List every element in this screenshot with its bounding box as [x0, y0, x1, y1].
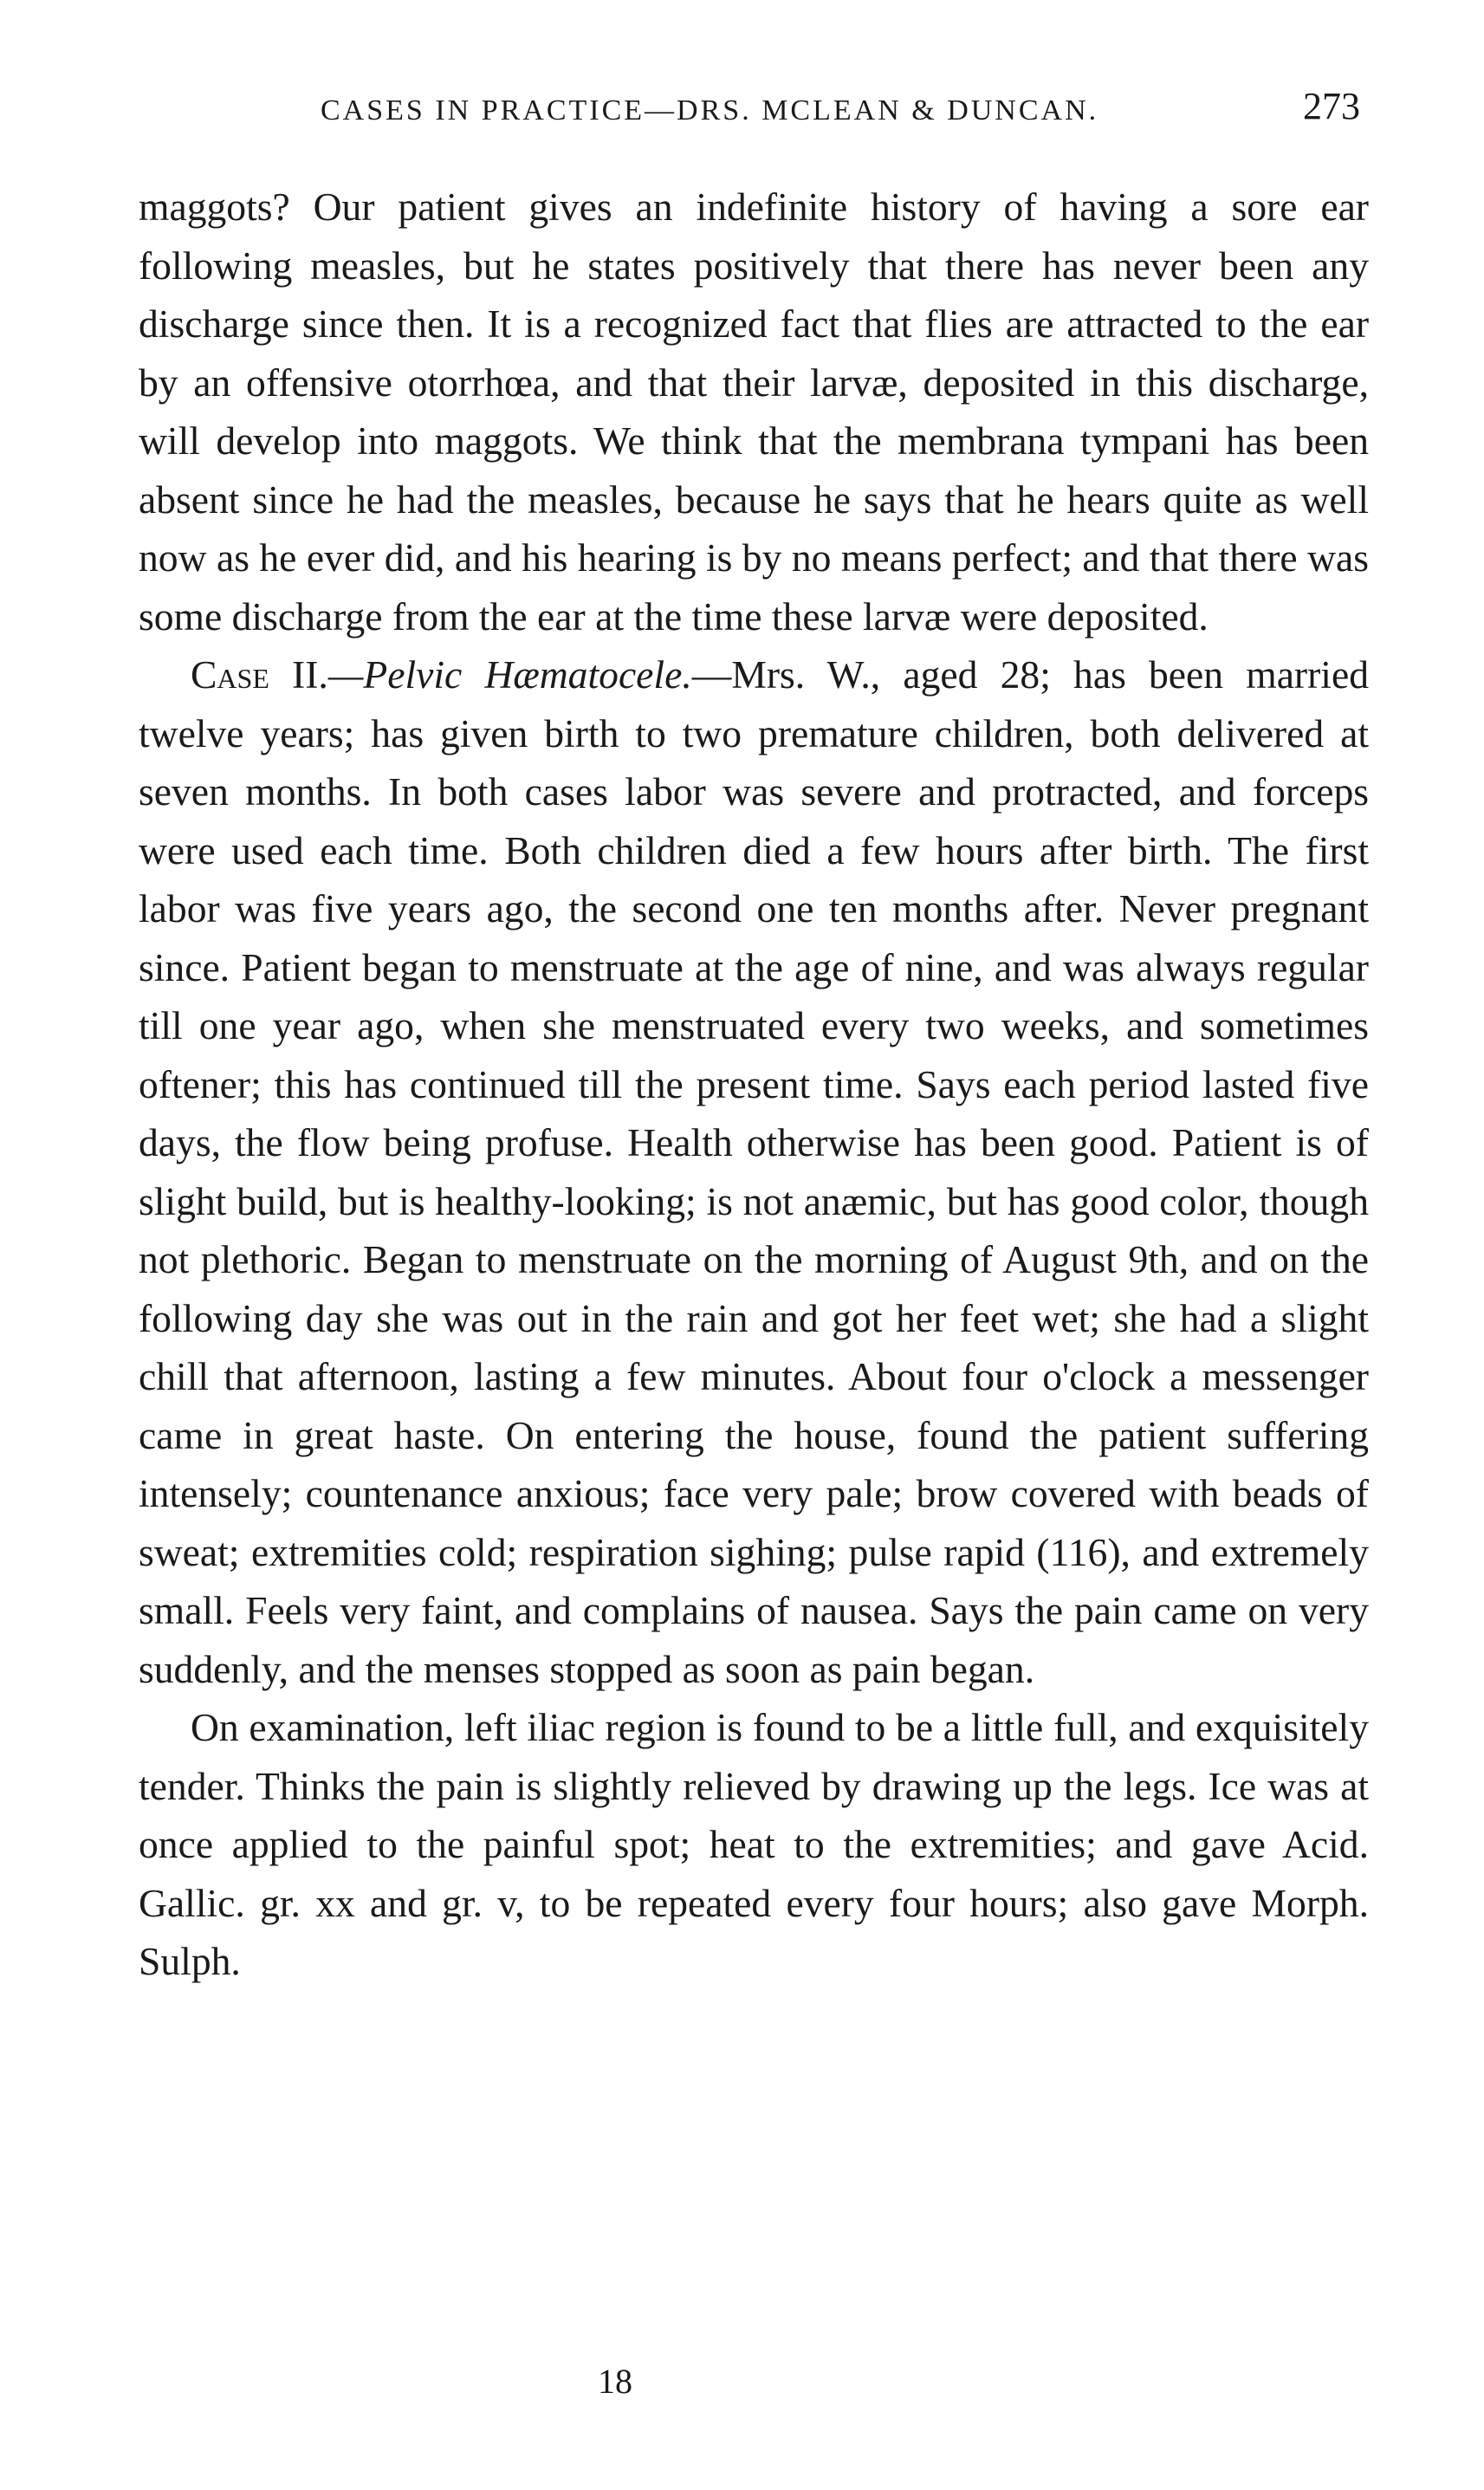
case-label: Case II.	[191, 652, 328, 697]
signature-mark: 18	[598, 2362, 632, 2401]
paragraph-maggots: maggots? Our patient gives an indefinite history of having a sore ear following measles, but he states positively that there has never been any discharge since then. It is a recognized fact that flies are attracted to the ear by an offensive otorrhœa, and that their larvæ, deposited in this discharge, will develop into maggots. We think that the membrana tympani has been absent since he had the measles, because he says that he hears quite as well now as he ever did, and his hearing is by no means perfect; and that there was some discharge from the ear at the time these larvæ were deposited.	[139, 185, 1369, 639]
book-page	[139, 82, 1369, 1991]
running-head: CASES IN PRACTICE—DRS. MCLEAN & DUNCAN.	[321, 94, 1099, 126]
page-header	[139, 82, 1369, 143]
paragraph-examination: On examination, left iliac region is found to be a little full, and exquisitely tender. Thinks the pain is slightly relieved by drawing up the legs. Ice was at once applied to the painful spot; heat to the extremities; and gave Acid. Gallic. gr. xx and gr. v, to be repeated every four hours; also gave Morph. Sulph.	[139, 1705, 1369, 1983]
paragraph-case-two	[139, 645, 1369, 1698]
case-two-text: —Mrs. W., aged 28; has been married twelve years; has given birth to two premature children, both delivered at seven months. In both cases labor was severe and protracted, and forceps were used each time. Both children died a few hours after birth. The first labor was five years ago, the second one ten months after. Never pregnant since. Patient began to menstruate at the age of nine, and was always regular till one year ago, when she menstruated every two weeks, and sometimes oftener; this has continued till the present time. Says each period lasted five days, the flow being profuse. Health otherwise has been good. Patient is of slight build, but is healthy-looking; is not anæmic, but has good color, though not plethoric. Began to menstruate on the morning of August 9th, and on the following day she was out in the rain and got her feet wet; she had a slight chill that afternoon, lasting a few minutes. About four o'clock a messenger came in great haste. On entering the house, found the patient suffering intensely; countenance anxious; face very pale; brow covered with beads of sweat; extremities cold; respiration sighing; pulse rapid (116), and extremely small. Feels very faint, and complains of nausea. Says the pain came on very suddenly, and the menses stopped as soon as pain began.	[139, 652, 1369, 1691]
case-title: —Pelvic Hæmatocele.	[327, 652, 692, 697]
page-number: 273	[1303, 85, 1360, 127]
body-text	[139, 178, 1369, 1991]
